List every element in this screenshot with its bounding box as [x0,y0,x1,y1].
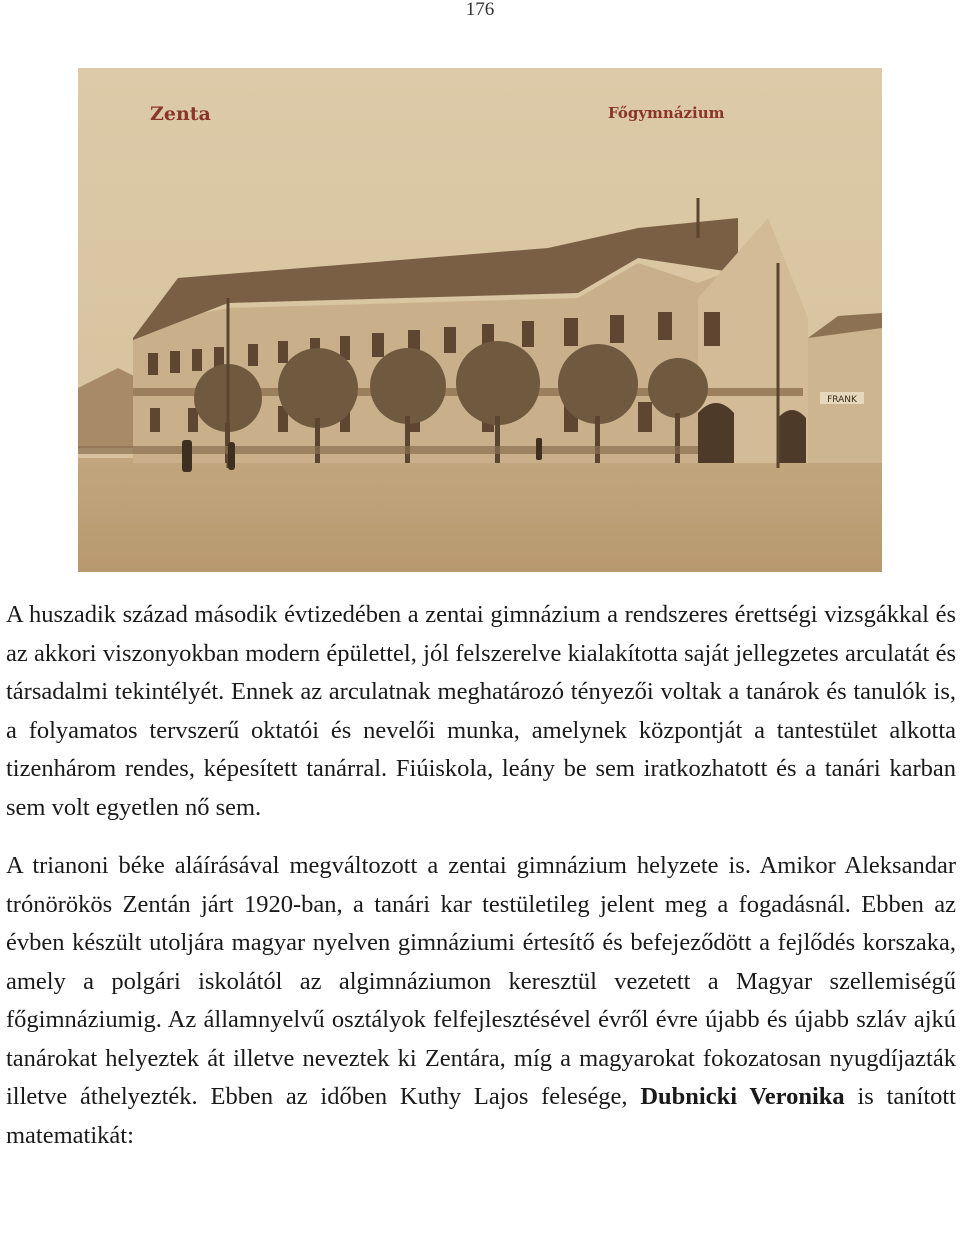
body-text [6,596,956,1155]
right-shop-building [808,318,882,463]
street-ground [78,458,882,572]
paragraph-2-text: A trianoni béke aláírásával megváltozott a zentai gimnázium helyzete is. Amikor Aleksandar trónörökös Zentán járt 1920-ban, a tanári kar testületileg jelent meg a fogadásnál. Ebben az évben készült utoljára magyar nyelven gimnáziumi értesítő és befejeződött a fejlődés korszaka, amely a polgári iskolától az algimnáziumon keresztül vezetett a Magyar szellemiségű főgimnáziumig. Az államnyelvű osztályok felfejlesztésével évről évre újabb és újabb szláv ajkú tanárokat helyeztek át illetve neveztek ki Zentára, míg a magyarokat fokozatosan nyugdíjazták illetve áthelyezték. Ebben az időben Kuthy Lajos felesége, [6,852,956,1110]
bold-name: Dubnicki Veronika [640,1083,845,1110]
paragraph-1: A huszadik század második évtizedében a zentai gimnázium a rendszeres érettségi vizsgákkal és az akkori viszonyokban modern épülettel, jól felszerelve kialakította saját jellegzetes arculatát és társadalmi tekintélyét. Ennek az arculatnak meghatározó tényezői voltak a tanárok és tanulók is, a folyamatos tervszerű oktatói és nevelői munka, amelynek központját a tantestület alkotta tizenhárom rendes, képesített tanárral. Fiúiskola, leány be sem iratkozhatott és a tanári karban sem volt egyetlen nő sem. [6,601,956,821]
page-number: 176 [465,0,495,20]
shop-sign-text: FRANK [827,395,857,405]
postcard-illustration [78,68,882,572]
paragraph-2-ending: is tanított matematikát: [6,1083,956,1149]
main-door [698,403,734,463]
postcard-caption-right: Főgymnázium [608,104,725,122]
historic-postcard-image [78,68,882,572]
side-door [778,410,806,463]
postcard-caption-left: Zenta [150,103,211,125]
fence [78,446,698,454]
paragraph-2 [6,847,956,1155]
